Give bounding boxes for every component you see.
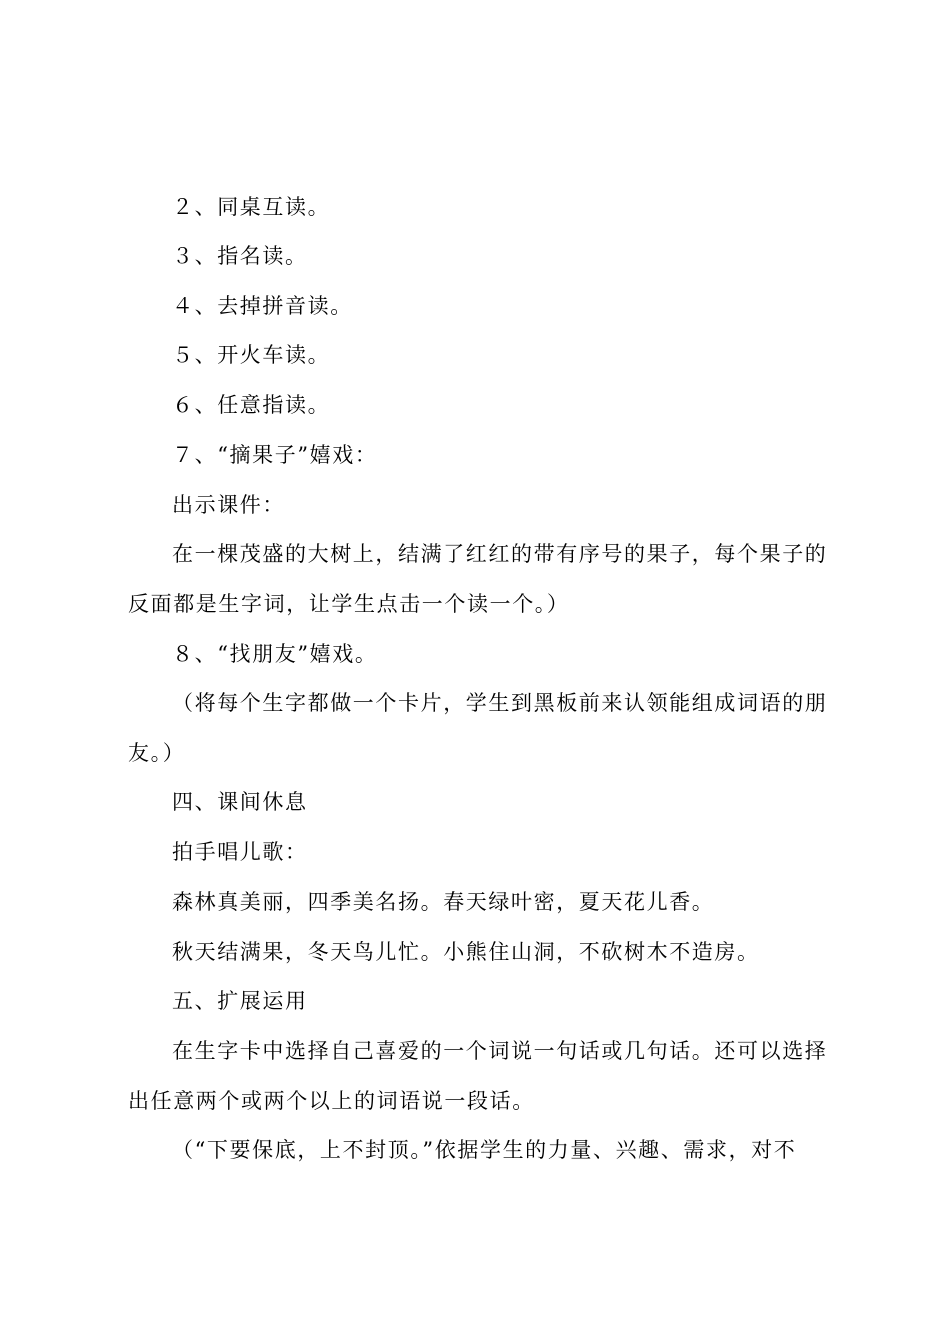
text-line: 拍手唱儿歌：: [172, 840, 308, 864]
text-line: 在生字卡中选择自己喜爱的一个词说一句话或几句话。还可以选择: [172, 1039, 828, 1063]
text-line: 友。）: [128, 741, 186, 765]
text-line: 出示课件：: [172, 493, 285, 517]
text-line: 在一棵茂盛的大树上，结满了红红的带有序号的果子，每个果子的: [172, 542, 828, 566]
text-line: 出任意两个或两个以上的词语说一段话。: [128, 1089, 535, 1113]
text-line: ２、同桌互读。: [172, 195, 331, 219]
text-line: ８、“找朋友”嬉戏。: [172, 642, 378, 666]
text-line: （将每个生字都做一个卡片，学生到黑板前来认领能组成词语的朋: [172, 691, 828, 715]
text-line: ６、任意指读。: [172, 393, 331, 417]
section-heading: 五、扩展运用: [172, 989, 308, 1013]
text-line: （“下要保底，上不封顶。”依据学生的力量、兴趣、需求，对不: [172, 1138, 797, 1162]
text-line: 反面都是生字词，让学生点击一个读一个。）: [128, 592, 570, 616]
text-line: ３、指名读。: [172, 244, 308, 268]
section-heading: 四、课间休息: [172, 790, 308, 814]
song-line: 森林真美丽，四季美名扬。春天绿叶密，夏天花儿香。: [172, 890, 715, 914]
text-line: ５、开火车读。: [172, 343, 331, 367]
text-line: ４、去掉拼音读。: [172, 294, 353, 318]
song-line: 秋天结满果，冬天鸟儿忙。小熊住山洞，不砍树木不造房。: [172, 940, 760, 964]
text-line: ７、“摘果子”嬉戏：: [172, 443, 378, 467]
